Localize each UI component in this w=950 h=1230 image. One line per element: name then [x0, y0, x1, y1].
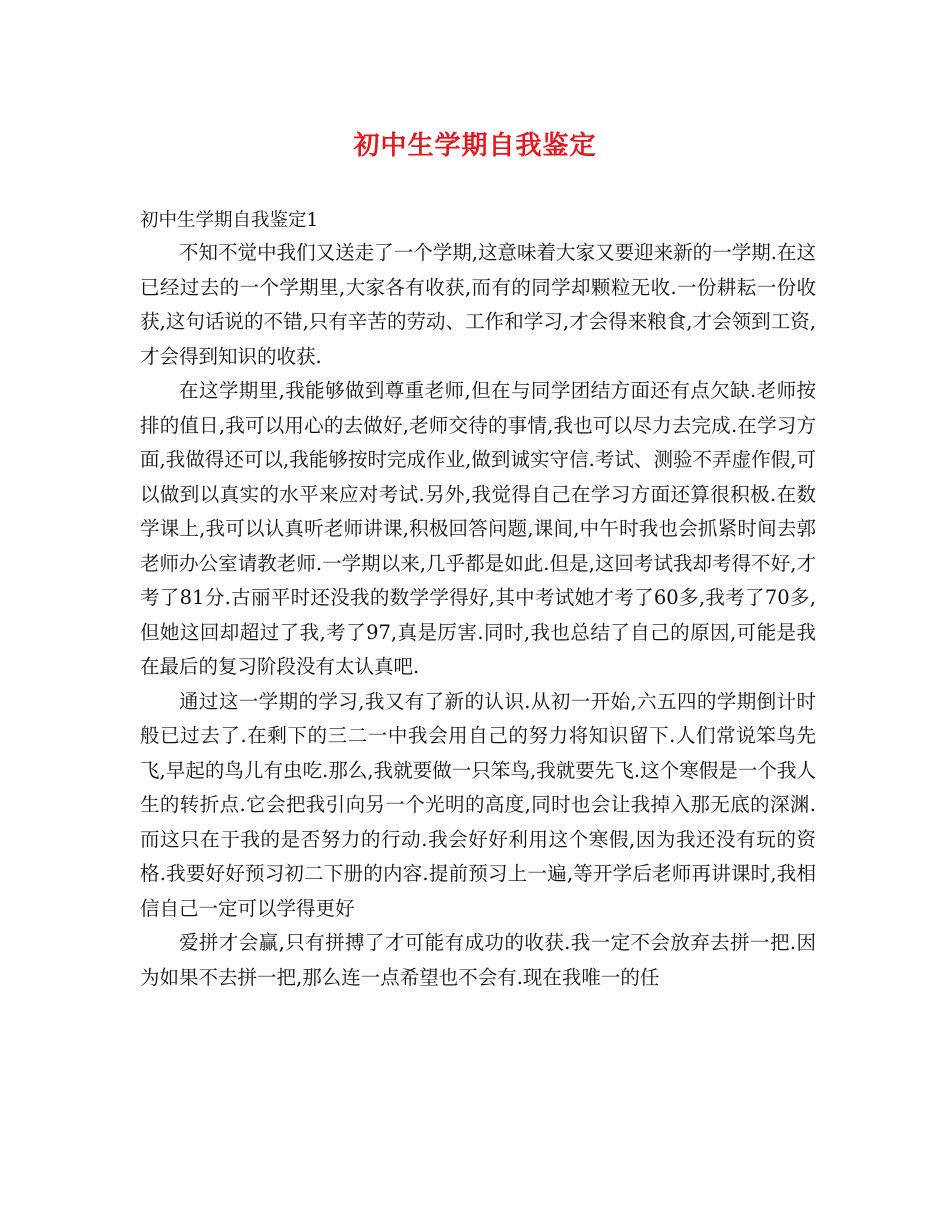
document-title: 初中生学期自我鉴定	[353, 131, 597, 161]
paragraph-1: 不知不觉中我们又送走了一个学期,这意味着大家又要迎来新的一学期.在这已经过去的一个学期里,大家各有收获,而有的同学却颗粒无收.一份耕耘一份收获,这句话说的不错,只有辛苦的劳动、工作和学习,才会得来粮食,才会领到工资,才会得到知识的收获.	[140, 241, 816, 368]
section-heading: 初中生学期自我鉴定1	[140, 210, 319, 231]
paragraph-3: 通过这一学期的学习,我又有了新的认识.从初一开始,六五四的学期倒计时般已过去了.在剩下的三二一中我会用自己的努力将知识留下.人们常说笨鸟先飞,早起的鸟儿有虫吃.那么,我就要做一只笨鸟,我就要先飞.这个寒假是一个我人生的转折点.它会把我引向另一个光明的高度,同时也会让我掉入那无底的深渊.而这只在于我的是否努力的行动.我会好好利用这个寒假,因为我还没有玩的资格.我要好好预习初二下册的内容.提前预习上一遍,等开学后老师再讲课时,我相信自己一定可以学得更好	[140, 689, 816, 920]
paragraph-2: 在这学期里,我能够做到尊重老师,但在与同学团结方面还有点欠缺.老师按排的值日,我可以用心的去做好,老师交待的事情,我也可以尽力去完成.在学习方面,我做得还可以,我能够按时完成作业,做到诚实守信.考试、测验不弄虚作假,可以做到以真实的水平来应对考试.另外,我觉得自己在学习方面还算很积极.在数学课上,我可以认真听老师讲课,积极回答问题,课间,中午时我也会抓紧时间去郭老师办公室请教老师.一学期以来,几乎都是如此.但是,这回考试我却考得不好,才考了81分.古丽平时还没我的数学学得好,其中考试她才考了60多,我考了70多,但她这回却超过了我,考了97,真是厉害.同时,我也总结了自己的原因,可能是我在最后的复习阶段没有太认真吧.	[140, 379, 816, 678]
document-body	[140, 206, 816, 995]
paragraph-4: 爱拼才会赢,只有拼搏了才可能有成功的收获.我一定不会放弃去拼一把.因为如果不去拼一把,那么连一点希望也不会有.现在我唯一的任	[140, 931, 816, 989]
